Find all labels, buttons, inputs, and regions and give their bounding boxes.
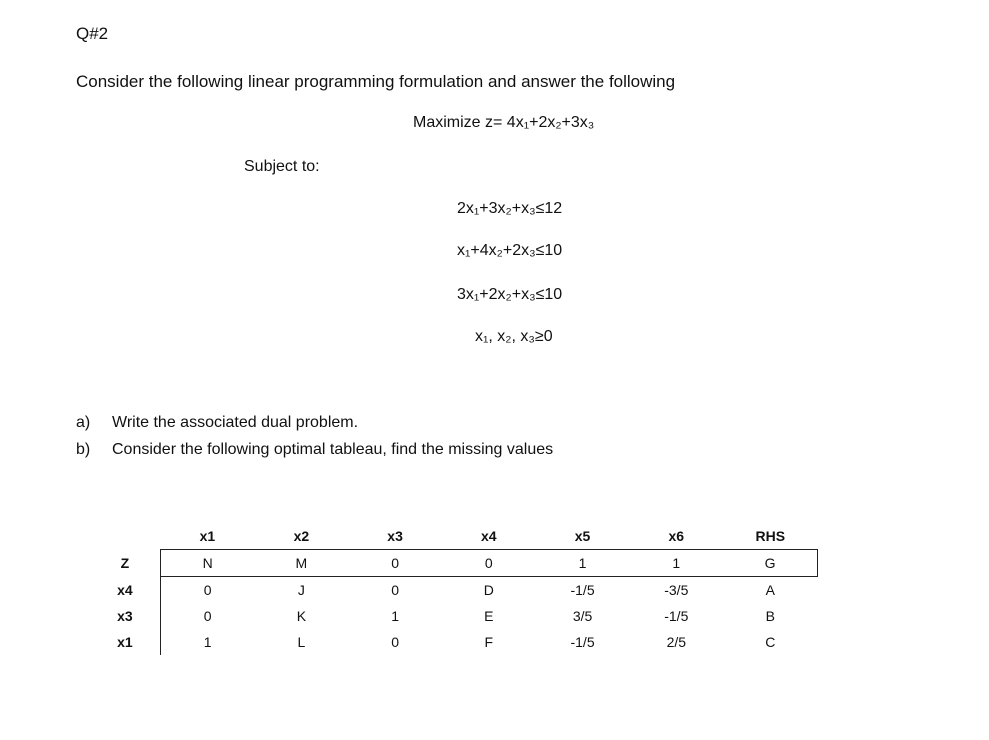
header-x4: x4 [481,528,497,544]
row-basis-label: x4 [117,581,133,598]
constraint-2: x₁+4x₂+2x₃≤10 [457,242,563,259]
constraint-3: 3x₁+2x₂+x₃≤10 [457,286,563,303]
tableau-cell: 0 [160,603,254,629]
tableau-cell: 0 [442,550,536,577]
tableau-row-z [90,550,818,577]
part-a-text: Write the associated dual problem. [112,414,359,431]
header-rhs: RHS [755,528,786,544]
tableau-cell: -1/5 [570,582,595,598]
tableau-row-x4 [90,577,818,604]
question-number: Q#2 [76,24,109,43]
tableau-cell: A [765,582,775,598]
optimal-tableau [90,523,818,655]
header-x2: x2 [293,528,310,544]
tableau-cell: -1/5 [570,634,595,650]
tableau-corner [90,523,160,550]
non-negativity-constraint: x₁, x₂, x₃≥0 [475,328,553,345]
tableau-cell: 1 [536,550,630,577]
objective-function: Maximize z= 4x₁+2x₂+3x₃ [413,114,595,131]
tableau-cell: E [484,608,494,624]
tableau-cell: 0 [160,577,254,604]
tableau-cell: B [765,608,775,624]
tableau-cell: F [484,634,494,650]
subject-to-label: Subject to: [244,158,320,175]
tableau-cell: -3/5 [664,582,689,598]
part-b [76,441,553,459]
tableau-cell: L [297,634,306,650]
tableau-cell: 1 [391,608,399,624]
tableau-cell: 0 [391,634,399,650]
tableau-header-row [90,523,818,550]
tableau-cell: 0 [391,582,399,598]
header-x3: x3 [387,528,403,544]
tableau-cell: 1 [629,550,723,577]
header-x5: x5 [574,528,591,544]
tableau-row-x1 [90,629,818,655]
tableau-cell: 1 [160,629,254,655]
tableau-cell: -1/5 [664,608,689,624]
tableau-cell: C [765,634,776,650]
tableau-cell: J [297,582,305,598]
tableau-cell: G [723,550,817,577]
part-a-label: a) [76,414,91,431]
constraint-1: 2x₁+3x₂+x₃≤12 [457,200,563,217]
row-basis-label: Z [120,555,130,571]
header-x6: x6 [668,528,685,544]
tableau-cell: K [296,608,307,624]
part-b-text: Consider the following optimal tableau, find the missing values [112,441,554,458]
tableau-cell: D [483,582,494,598]
tableau-cell: 3/5 [572,608,593,624]
part-b-label: b) [76,441,91,458]
tableau-cell: 2/5 [666,634,687,650]
part-a [76,414,358,432]
row-basis-label: x1 [117,634,133,650]
tableau-cell: N [160,550,254,577]
tableau-cell: 0 [348,550,442,577]
header-x1: x1 [199,528,216,544]
question-intro: Consider the following linear programming formulation and answer the following [76,72,676,91]
tableau-row-x3 [90,603,818,629]
row-basis-label: x3 [117,608,133,624]
tableau-cell: M [255,550,349,577]
